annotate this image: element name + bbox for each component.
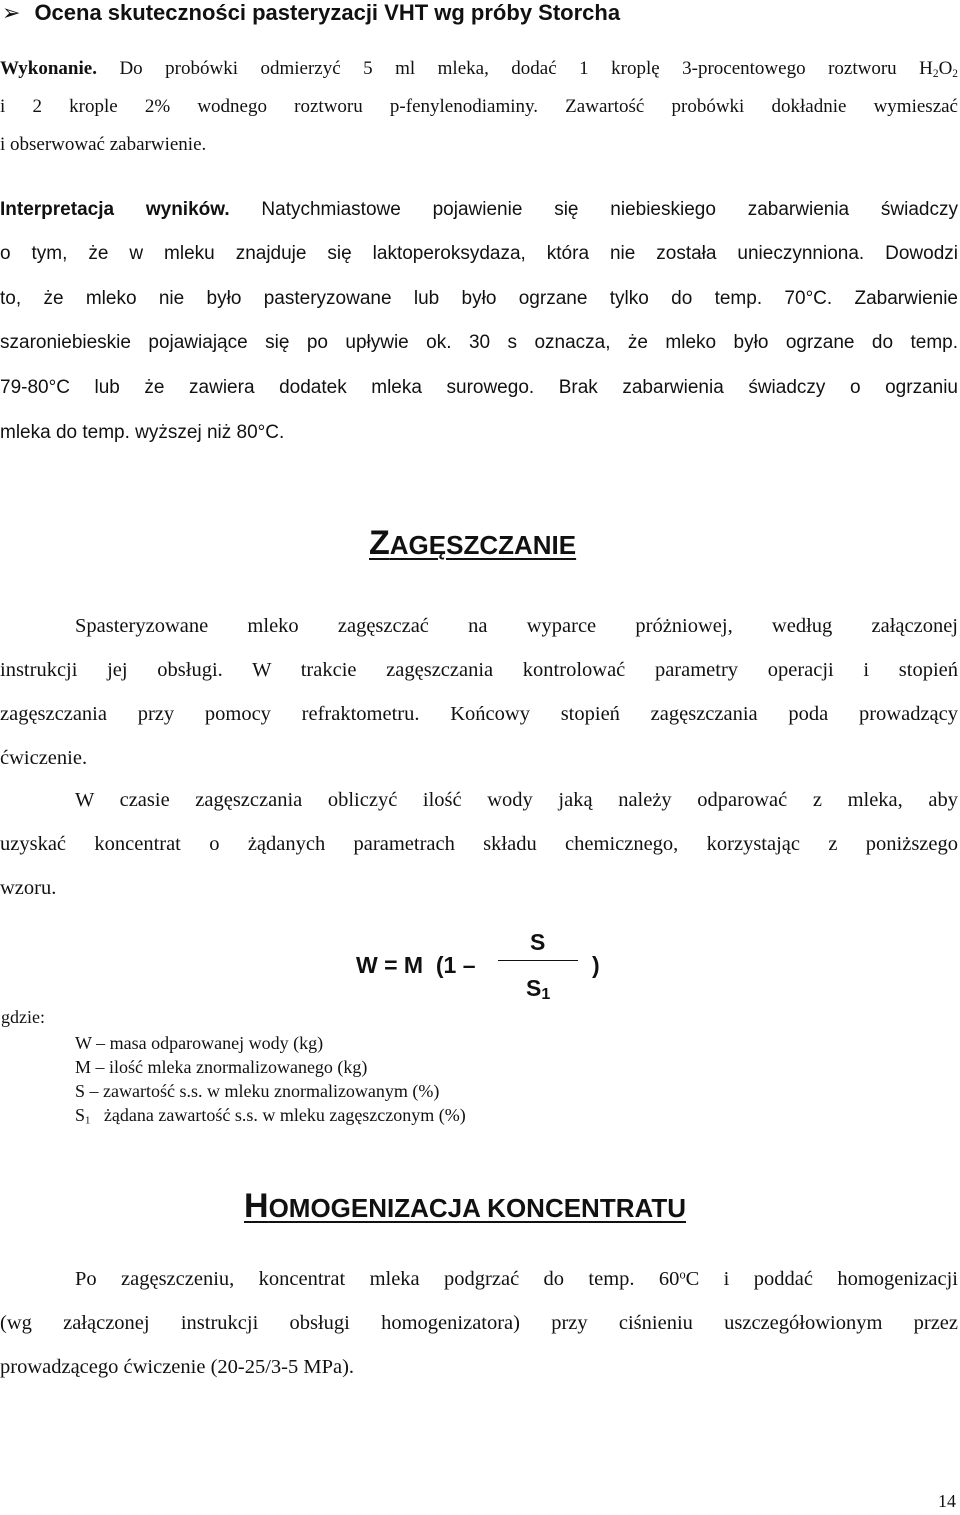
wykonanie-line-3: i obserwować zabarwienie. bbox=[0, 134, 207, 155]
homogenizacja-line-3: prowadzącego ćwiczenie (20-25/3-5 MPa). bbox=[0, 1356, 355, 1378]
zageszczanie-p2-line-3: wzoru. bbox=[0, 877, 57, 899]
interpretation-label: Interpretacja wyników. bbox=[0, 199, 230, 220]
zageszczanie-p1-line-1: Spasteryzowane mleko zagęszczać na wyparce próżniowej, według załączonej bbox=[75, 615, 958, 637]
formula-right-paren: ) bbox=[592, 952, 600, 978]
wykonanie-line-2: i 2 krople 2% wodnego roztworu p-fenylenodiaminy. Zawartość probówki dokładnie wymieszać bbox=[0, 96, 958, 117]
legend-item: $S_1$ żądana zawartość s.s. w mleku zagęszczonym (%) bbox=[75, 1105, 466, 1127]
wykonanie-label: Wykonanie. bbox=[0, 58, 97, 79]
zageszczanie-p1-line-2: instrukcji jej obsługi. W trakcie zagęszczania kontrolować parametry operacji i stopień bbox=[0, 659, 958, 681]
wykonanie-line-1: Wykonanie. Do probówki odmierzyć 5 ml mleka, dodać 1 kroplę 3-procentowego roztworu $H_2O_2$ bbox=[0, 58, 958, 80]
page-number: 14 bbox=[938, 1491, 956, 1511]
legend-list bbox=[75, 1031, 466, 1127]
interpretation-line-5: 79-80°C lub że zawiera dodatek mleka surowego. Brak zabarwienia świadczy o ogrzaniu bbox=[0, 377, 958, 398]
interpretation-line-3: to, że mleko nie było pasteryzowane lub było ogrzane tylko do temp. 70°C. Zabarwienie bbox=[0, 288, 958, 309]
interpretation-line-1: Interpretacja wyników. Natychmiastowe pojawienie się niebieskiego zabarwienia świadczy bbox=[0, 199, 958, 220]
legend-gdzie: gdzie: bbox=[1, 1007, 45, 1027]
formula-denominator: $S_1$ bbox=[526, 975, 551, 1004]
interpretation-line-4: szaroniebieskie pojawiające się po upływie ok. 30 s oznacza, że mleko było ogrzane do temp. bbox=[0, 332, 958, 353]
zageszczanie-p1-line-3: zagęszczania przy pomocy refraktometru. Końcowy stopień zagęszczania poda prowadzący bbox=[0, 703, 958, 725]
formula-fraction-bar bbox=[498, 960, 578, 961]
bullet-arrow-icon: ➢ bbox=[2, 0, 21, 25]
legend-item: M – ilość mleka znormalizowanego (kg) bbox=[75, 1057, 368, 1077]
zageszczanie-heading: ZAGĘSZCZANIE bbox=[369, 524, 577, 562]
formula-numerator: S bbox=[530, 929, 546, 955]
section-vht-heading bbox=[2, 0, 620, 26]
section-title: Ocena skuteczności pasteryzacji VHT wg próby Storcha bbox=[34, 0, 621, 25]
interpretation-line-2: o tym, że w mleku znajduje się laktoperoksydaza, która nie została unieczynniona. Dowodzi bbox=[0, 243, 958, 264]
homogenizacja-line-1: Po zagęszczeniu, koncentrat mleka podgrzać do temp. 60$^o$C i poddać homogenizacji bbox=[75, 1267, 958, 1290]
zageszczanie-p2-line-2: uzyskać koncentrat o żądanych parametrach składu chemicznego, korzystając z poniższego bbox=[0, 833, 958, 855]
formula-left: W = M (1 – bbox=[356, 952, 476, 978]
homogenizacja-line-2: (wg załączonej instrukcji obsługi homogenizatora) przy ciśnieniu uszczegółowionym przez bbox=[0, 1312, 958, 1334]
zageszczanie-p2-line-1: W czasie zagęszczania obliczyć ilość wody jaką należy odparować z mleka, aby bbox=[75, 789, 958, 811]
legend-item: W – masa odparowanej wody (kg) bbox=[75, 1033, 324, 1053]
zageszczanie-p1-line-4: ćwiczenie. bbox=[0, 747, 88, 769]
interpretation-line-6: mleka do temp. wyższej niż 80°C. bbox=[0, 422, 285, 443]
homogenizacja-heading: HOMOGENIZACJA KONCENTRATU bbox=[244, 1187, 686, 1225]
legend-item: S – zawartość s.s. w mleku znormalizowanym (%) bbox=[75, 1081, 440, 1101]
